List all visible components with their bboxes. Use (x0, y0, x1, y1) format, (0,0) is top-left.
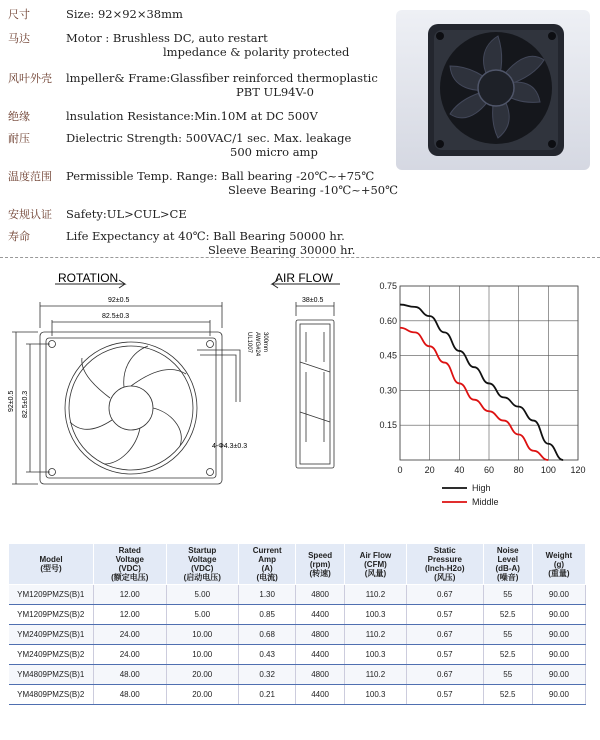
spec-label: 绝缘 (8, 110, 30, 123)
table-row: YM2409PMZS(B)2 24.00 10.00 0.43 4400 100.3 0.57 52.5 90.00 (9, 645, 586, 665)
table-header-row (9, 544, 586, 585)
pq-chart-svg (372, 270, 594, 507)
y-tick-label: 0.15 (379, 420, 397, 431)
spec-value: Sleeve Bearing 30000 hr. (208, 243, 356, 257)
dim-width: 92±0.5 (108, 297, 130, 304)
col-header-airflow: Air Flow (CFM) (风量) (344, 544, 406, 585)
table-row: YM4809PMZS(B)1 48.00 20.00 0.32 4800 110.2 0.67 55 90.00 (9, 665, 586, 685)
spec-label: 寿命 (8, 230, 30, 243)
spec-value: Safety:UL>CUL>CE (66, 207, 187, 221)
front-view-drawing (12, 302, 240, 484)
spec-row-frame (8, 72, 388, 110)
spec-label: 温度范围 (8, 170, 52, 183)
y-tick-label: 0.45 (379, 350, 397, 361)
spec-value: Size: 92×92×38mm (66, 7, 183, 21)
section-divider (0, 257, 600, 258)
col-header-noise: Noise Level (dB-A) (噪音) (483, 544, 532, 585)
table-row: YM1209PMZS(B)1 12.00 5.00 1.30 4800 110.2 0.67 55 90.00 (9, 585, 586, 605)
wire-note: UL1007 (246, 332, 252, 354)
col-header-startup-voltage: Startup Voltage (VDC) (启动电压) (166, 544, 239, 585)
y-tick-label: 0.60 (379, 315, 397, 326)
table-row: YM1209PMZS(B)2 12.00 5.00 0.85 4400 100.3 0.57 52.5 90.00 (9, 605, 586, 625)
table-row: YM4809PMZS(B)2 48.00 20.00 0.21 4400 100.3 0.57 52.5 90.00 (9, 685, 586, 705)
dim-depth: 38±0.5 (302, 297, 324, 304)
series-line-high (400, 305, 563, 460)
x-tick-label: 40 (454, 465, 465, 475)
rotation-title: ROTATION (58, 271, 119, 285)
technical-drawing (0, 262, 370, 502)
fan-product-photo (396, 10, 590, 170)
dim-height: 92±0.5 (8, 390, 15, 412)
spec-row-safety (8, 208, 388, 230)
spec-value: lmpedance & polarity protected (163, 45, 350, 59)
spec-value: Dielectric Strength: 500VAC/1 sec. Max. leakage (66, 131, 352, 145)
spec-value: Permissible Temp. Range: Ball bearing -20℃~+75℃ (66, 169, 375, 183)
x-tick-label: 0 (397, 465, 403, 475)
spec-value: Motor : Brushless DC, auto restart (66, 31, 268, 45)
spec-value: PBT UL94V-0 (236, 85, 314, 99)
dim-hole-spacing-vertical: 82.5±0.3 (22, 390, 29, 418)
series-line-middle (400, 328, 548, 460)
spec-row-insulation (8, 110, 388, 132)
spec-row-motor (8, 32, 388, 72)
hole-note: 4-Φ4.3±0.3 (212, 443, 248, 450)
table-row: YM2409PMZS(B)1 24.00 10.00 0.68 4800 110.2 0.67 55 90.00 (9, 625, 586, 645)
spec-value: Life Expectancy at 40℃: Ball Bearing 50000 hr. (66, 229, 345, 243)
x-tick-label: 20 (424, 465, 435, 475)
x-tick-label: 80 (513, 465, 524, 475)
spec-label: 耐压 (8, 132, 30, 145)
spec-list (8, 7, 398, 262)
y-tick-label: 0.75 (379, 281, 397, 291)
col-header-model: Model (型号) (9, 544, 94, 585)
spec-label: 风叶外壳 (8, 72, 52, 85)
spec-value: Sleeve Bearing -10℃~+50℃ (228, 183, 398, 197)
fan-photo-illustration (396, 10, 590, 170)
col-header-rated-voltage: Rated Voltage (VDC) (额定电压) (94, 544, 167, 585)
col-header-static-pressure: Static Pressure (Inch-H2o) (风压) (407, 544, 484, 585)
spec-label: 尺寸 (8, 8, 30, 21)
x-tick-label: 120 (570, 465, 586, 475)
x-tick-label: 60 (483, 465, 495, 475)
spec-value: lmpeller& Frame:Glassfiber reinforced thermoplastic (66, 71, 378, 85)
spec-row-dielectric (8, 132, 388, 170)
airflow-title: AIR FLOW (275, 271, 334, 285)
col-header-speed: Speed (rpm) (转速) (296, 544, 345, 585)
pq-chart (372, 270, 594, 507)
wire-note: 300mm (262, 332, 268, 353)
col-header-weight: Weight (g) (重量) (532, 544, 585, 585)
legend-label-high: High (472, 483, 491, 493)
spec-label: 安规认证 (8, 208, 52, 221)
x-tick-label: 100 (540, 465, 556, 475)
spec-value: lnsulation Resistance:Min.10M at DC 500V (66, 109, 318, 123)
legend-label-middle: Middle (472, 497, 499, 507)
col-header-current: Current Amp (A) (电流) (239, 544, 296, 585)
spec-table (8, 543, 586, 705)
spec-row-temperature (8, 169, 398, 208)
wire-note: AWG#24 (254, 332, 260, 357)
y-tick-label: 0.30 (379, 385, 397, 396)
dim-hole-spacing: 82.5±0.3 (102, 313, 130, 320)
side-view-drawing (296, 302, 334, 468)
spec-value: 500 micro amp (230, 145, 318, 159)
spec-label: 马达 (8, 32, 30, 45)
spec-row-size (8, 8, 388, 26)
